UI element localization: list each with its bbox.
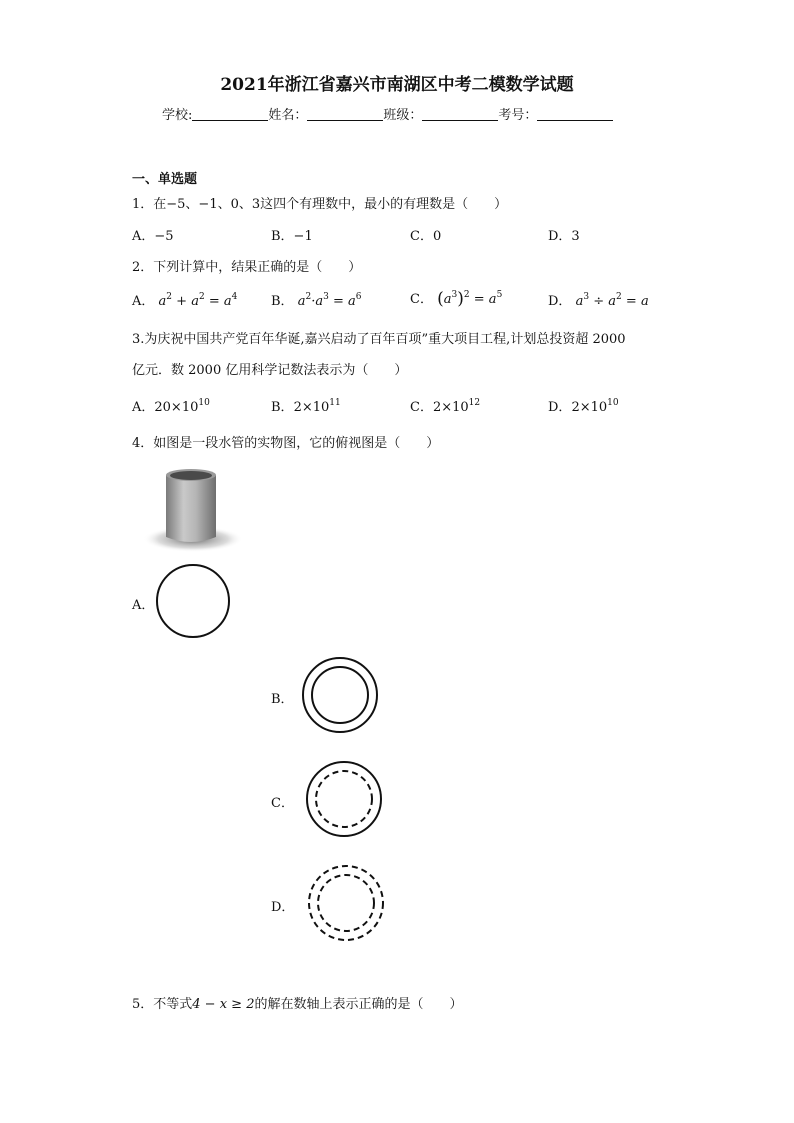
q1-option-d: D．3 xyxy=(548,229,580,244)
q1-option-c: C．0 xyxy=(410,229,442,244)
question-3-stem-line-2: 亿元．数 2000 亿用科学记数法表示为（ ） xyxy=(132,363,408,378)
q4-option-b: B． xyxy=(271,692,294,707)
school-label: 学校: xyxy=(162,108,193,123)
q4-option-d: D． xyxy=(271,900,295,915)
q3-option-a: A．$20\times 10^{10}$ xyxy=(132,398,210,415)
q2-a-formula: $a^2 + a^2 = a^4$ xyxy=(158,292,238,309)
student-info-line xyxy=(162,104,613,123)
number-label: 考号： xyxy=(498,108,538,123)
question-2-stem: 2．下列计算中，结果正确的是（ ） xyxy=(132,260,362,275)
question-4-stem: 4．如图是一段水管的实物图，它的俯视图是（ ） xyxy=(132,436,440,451)
class-label: 班级： xyxy=(383,108,423,123)
q4-option-a: A． xyxy=(132,598,155,613)
q4-option-d-figure xyxy=(306,864,388,942)
q3-option-c: C．$2\times 10^{12}$ xyxy=(410,398,481,415)
class-blank[interactable] xyxy=(422,108,498,121)
q2-c-formula: $(a^3)^2 = a^5$ xyxy=(437,289,503,309)
water-pipe-image xyxy=(138,465,243,553)
school-blank[interactable] xyxy=(192,108,268,121)
question-5-stem: 5．不等式4 − x ≥ 2的解在数轴上表示正确的是（ ） xyxy=(132,997,463,1012)
q2-b-formula: $a^2\cdot a^3 = a^6$ xyxy=(297,292,362,309)
q4-option-b-figure xyxy=(300,657,382,735)
q5-inequality: 4 − x ≥ 2 xyxy=(192,997,255,1012)
question-1-stem: 1．在−5、−1、0、3这四个有理数中，最小的有理数是（ ） xyxy=(132,197,508,212)
q3-option-d: D．$2\times 10^{10}$ xyxy=(548,398,619,415)
name-label: 姓名： xyxy=(268,108,308,123)
q2-option-a: A． $a^2 + a^2 = a^4$ xyxy=(132,292,238,309)
number-blank[interactable] xyxy=(537,108,613,121)
q4-option-c-figure xyxy=(304,760,386,838)
q1-option-b: B．−1 xyxy=(271,229,313,244)
q2-option-d: D． $a^3 \div a^2 = a$ xyxy=(548,292,649,309)
q4-option-c: C． xyxy=(271,796,294,811)
q2-d-formula: $a^3 \div a^2 = a$ xyxy=(575,292,649,309)
name-blank[interactable] xyxy=(307,108,383,121)
page-title: 2021年浙江省嘉兴市南湖区中考二模数学试题 xyxy=(220,75,574,95)
question-3-stem-line-1: 3.为庆祝中国共产党百年华诞,嘉兴启动了百年百项”重大项目工程,计划总投资超 2000 xyxy=(132,332,626,347)
q2-option-c: C． $(a^3)^2 = a^5$ xyxy=(410,289,503,309)
q1-option-a: A．−5 xyxy=(132,229,174,244)
section-heading: 一、单选题 xyxy=(132,172,198,187)
q2-option-b: B． $a^2\cdot a^3 = a^6$ xyxy=(271,292,362,309)
q4-option-a-figure xyxy=(155,564,233,640)
q3-option-b: B．$2\times 10^{11}$ xyxy=(271,398,341,415)
